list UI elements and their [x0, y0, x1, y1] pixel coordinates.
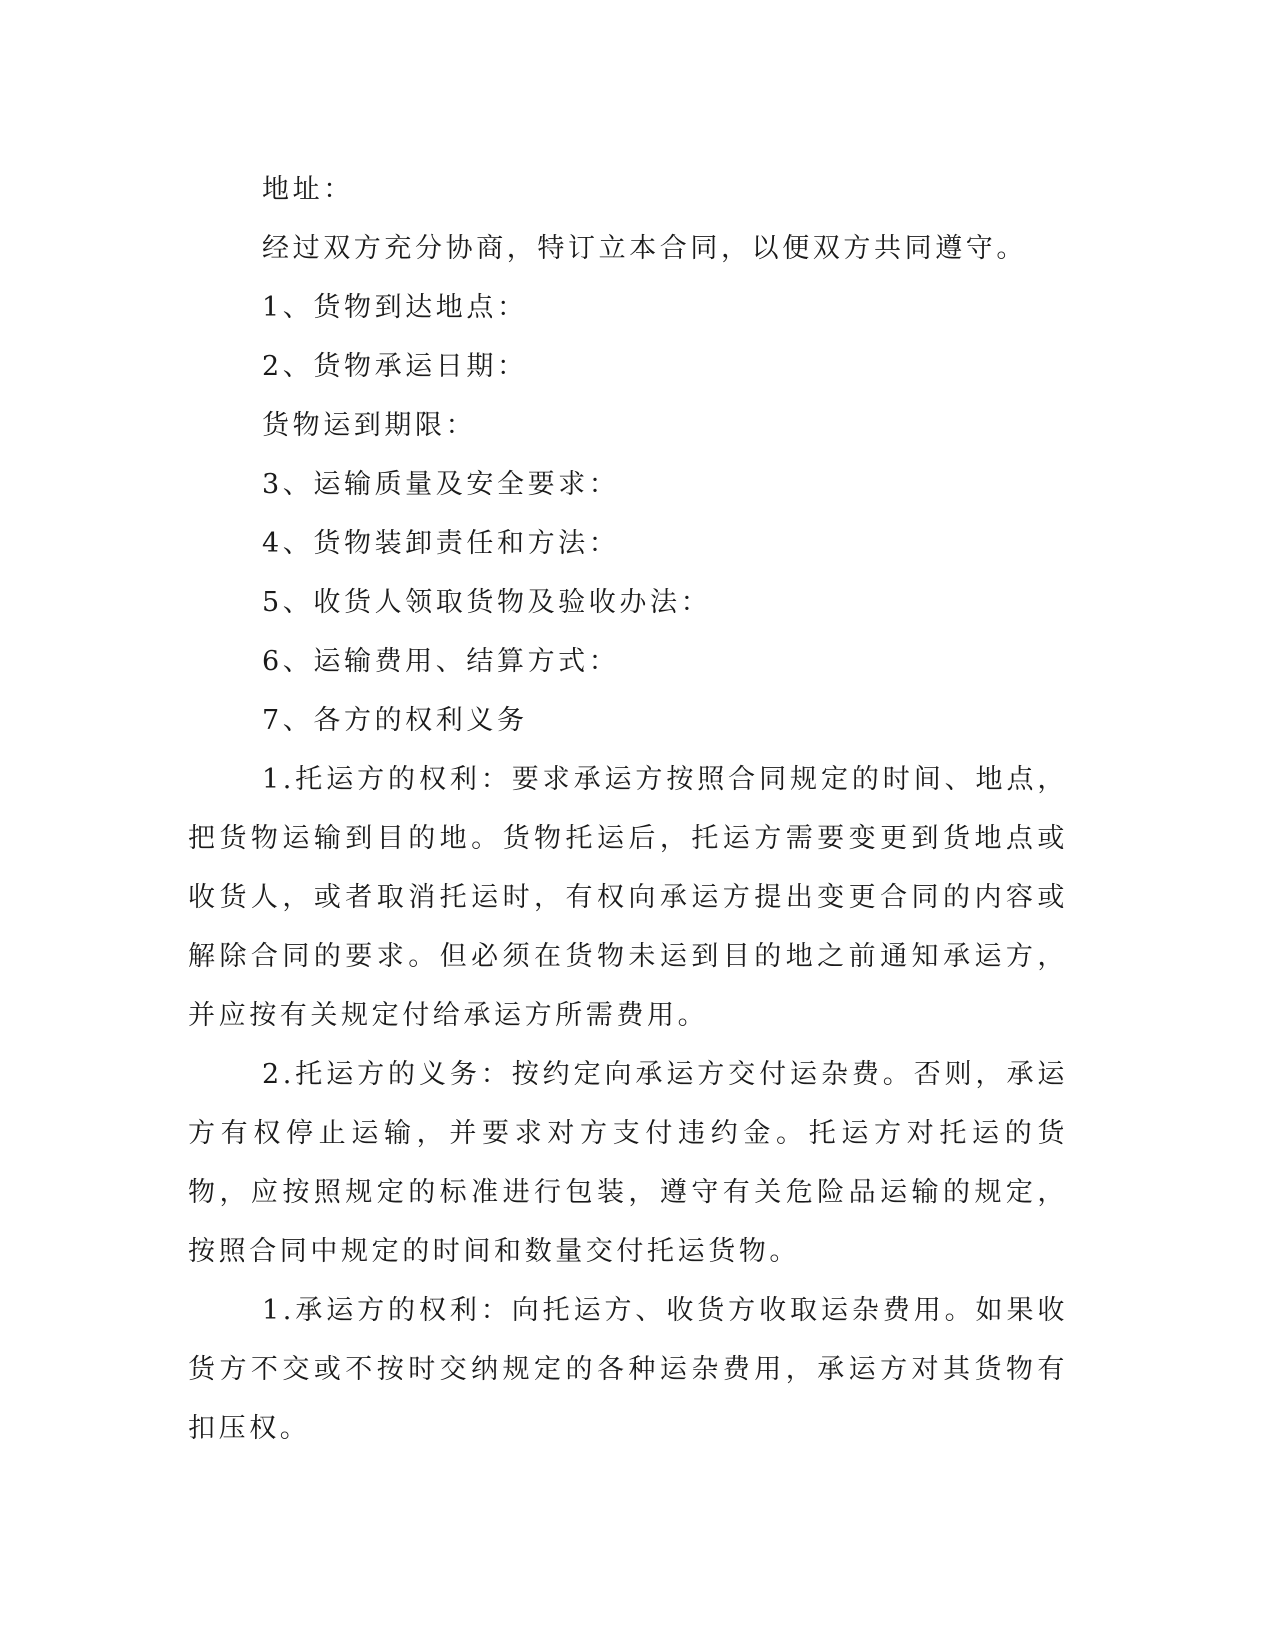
- clause-3-quality-safety: 3、运输质量及安全要求：: [262, 469, 620, 500]
- shipper-duties-paragraph: 2.托运方的义务：按约定向承运方交付运杂费。否则，承运方有权停止运输，并要求对方支付违约金。托运方对托运的货物，应按照规定的标准进行包装，遵守有关危险品运输的规定，按照合同中规定的时间和数量交付托运货物。: [188, 1059, 1068, 1267]
- clause-5-receipt: 5、收货人领取货物及验收办法：: [262, 587, 712, 618]
- shipper-rights-paragraph: 1.托运方的权利：要求承运方按照合同规定的时间、地点，把货物运输到目的地。货物托运后，托运方需要变更到货地点或收货人，或者取消托运时，有权向承运方提出变更合同的内容或解除合同的要求。但必须在货物未运到目的地之前通知承运方，并应按有关规定付给承运方所需费用。: [188, 764, 1068, 1031]
- document-body: [188, 160, 1068, 1458]
- delivery-deadline: 货物运到期限：: [262, 410, 477, 441]
- clause-7-rights-duties: 7、各方的权利义务: [262, 705, 528, 736]
- clause-6-fees: 6、运输费用、结算方式：: [262, 646, 620, 677]
- agreement-intro: 经过双方充分协商，特订立本合同，以便双方共同遵守。: [262, 233, 1027, 264]
- clause-2-ship-date: 2、货物承运日期：: [262, 351, 528, 382]
- carrier-rights-paragraph: 1.承运方的权利：向托运方、收货方收取运杂费用。如果收货方不交或不按时交纳规定的各种运杂费用，承运方对其货物有扣压权。: [188, 1295, 1068, 1444]
- clause-1-destination: 1、货物到达地点：: [262, 292, 528, 323]
- address-line: 地址：: [262, 174, 354, 205]
- clause-4-loading: 4、货物装卸责任和方法：: [262, 528, 620, 559]
